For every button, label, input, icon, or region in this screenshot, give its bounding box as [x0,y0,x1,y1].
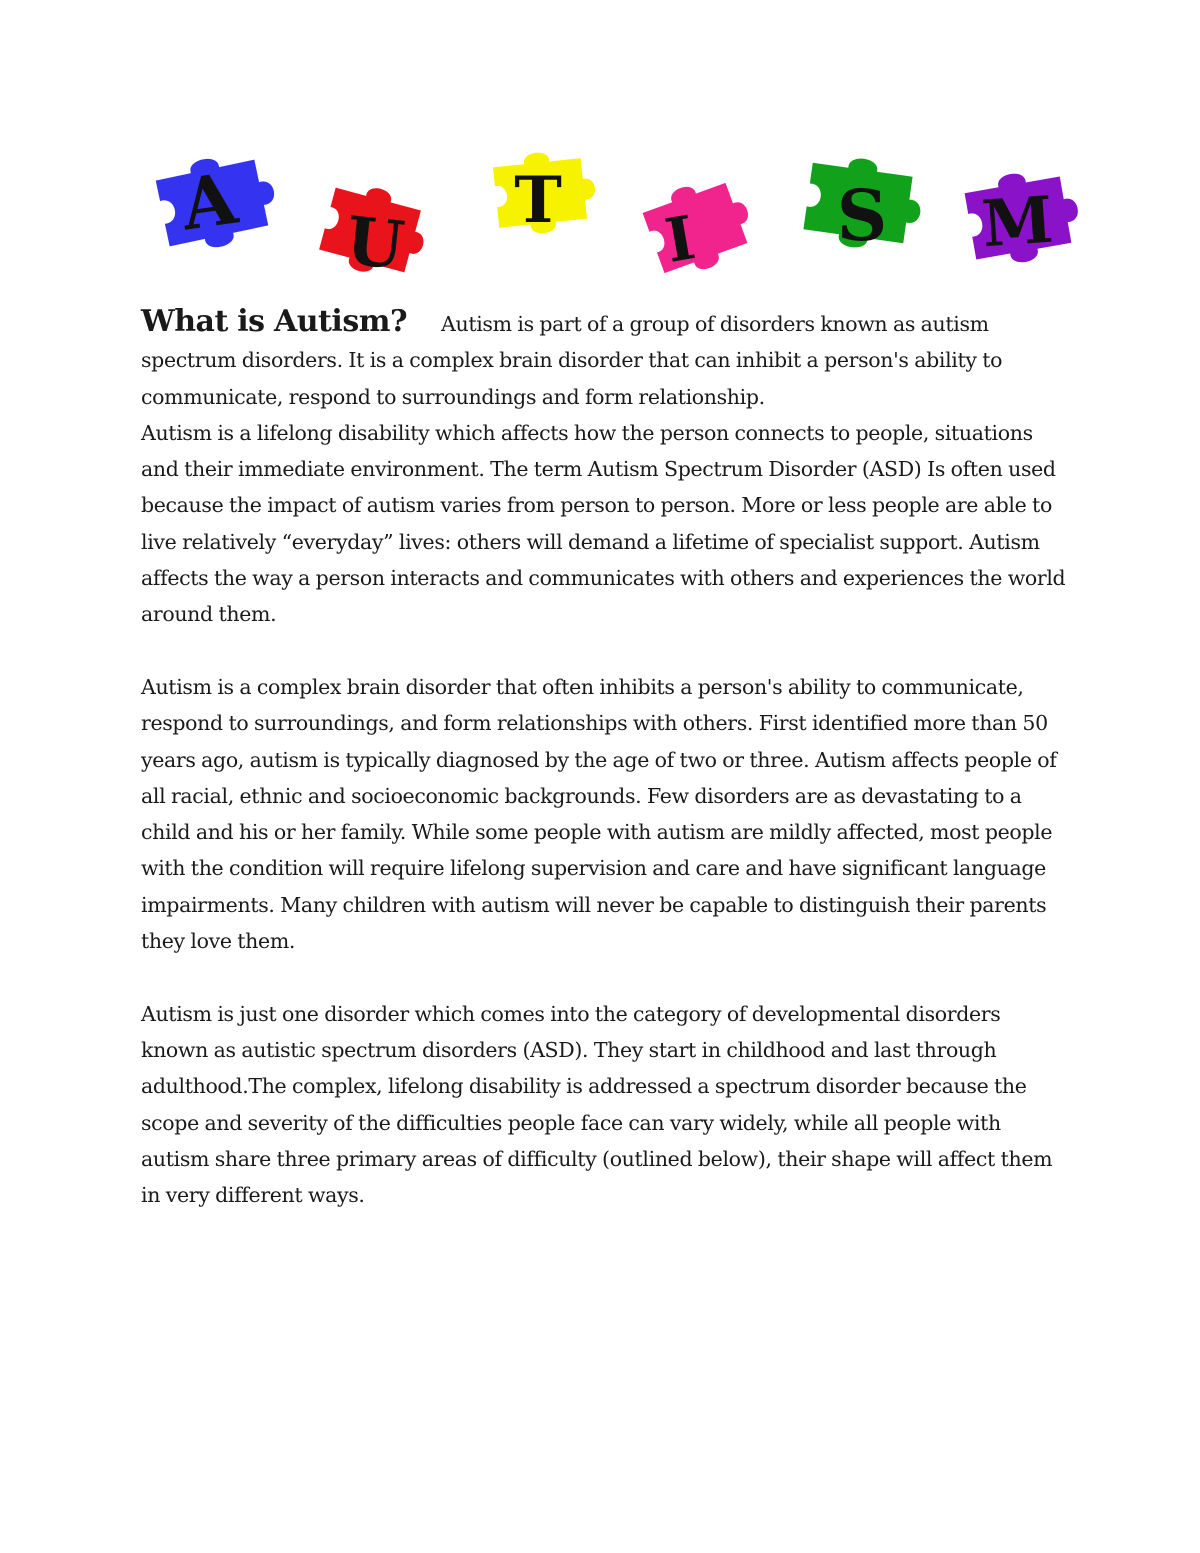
puzzle-letter-m: M [979,182,1056,263]
paragraph-spacer [141,959,1066,995]
paragraph-2: Autism is a lifelong disability which affects how the person connects to people, situations and their immediate environment. The term Autism Spectrum Disorder (ASD) Is often used because the impact of autism varies from person to person. More or less people are able to live relatively “everyday” lives: others will demand a lifetime of specialist support. Autism affects the way a person interacts and communicates with others and experiences the world around them. [141,420,1066,627]
puzzle-piece-i [639,169,761,283]
paragraph-intro [141,304,1066,415]
paragraph-3: Autism is a complex brain disorder that often inhibits a person's ability to communicate, respond to surroundings, and form relationships with others. First identified more than 50 years ago, autism is typically diagnosed by the age of two or three. Autism affects people of all racial, ethnic and socioeconomic backgrounds. Few disorders are as devastating to a child and his or her family. While some people with autism are mildly affected, most people with the condition will require lifelong supervision and care and have significant language impairments. Many children with autism will never be capable to distinguish their parents they love them. [141,674,1057,954]
puzzle-letters-graphic [150,148,1100,288]
autism-puzzle-banner [150,148,1100,288]
puzzle-letter-u: U [342,201,408,285]
puzzle-letter-i: I [660,203,701,277]
page-title: What is Autism? [141,304,408,339]
puzzle-letter-s: S [836,174,888,257]
puzzle-letter-t: T [514,163,562,238]
puzzle-letter-a: A [176,156,242,247]
paragraph-spacer [141,633,1066,669]
article-body [141,304,1066,1213]
paragraph-4: Autism is just one disorder which comes into the category of developmental disorders known as autistic spectrum disorders (ASD). They start in childhood and last through adulthood.The complex, lifelong disability is addressed a spectrum disorder because the scope and severity of the difficulties people face can vary widely, while all people with autism share three primary areas of difficulty (outlined below), their shape will affect them in very different ways. [141,1001,1053,1208]
paragraph-1-text: Autism is part of a group of disorders known as autism spectrum disorders. It is a complex brain disorder that can inhibit a person's ability to communicate, respond to surroundings and form relationship. [141,312,1003,409]
